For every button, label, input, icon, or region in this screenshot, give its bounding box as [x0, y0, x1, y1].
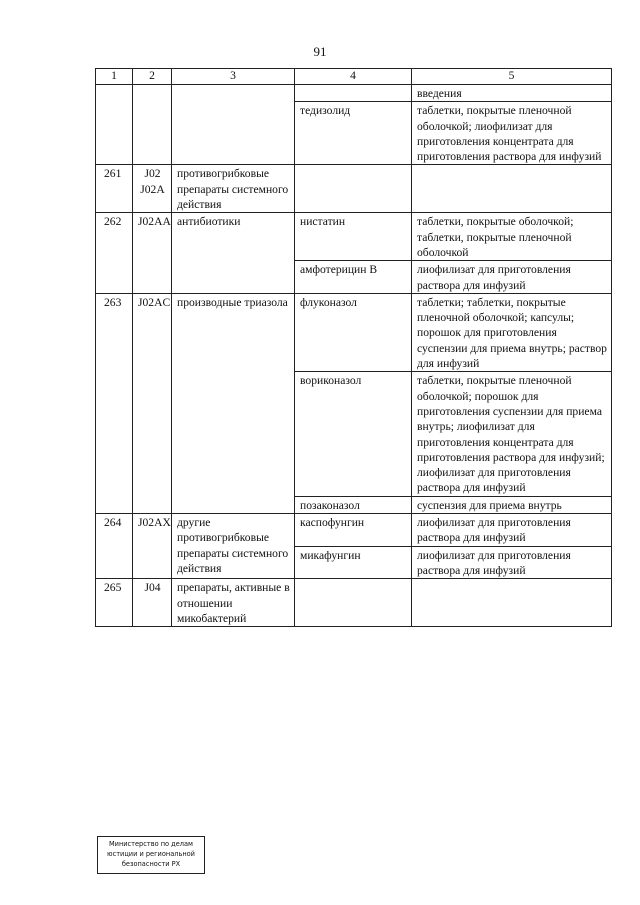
drug-name-cell: [295, 579, 412, 627]
dosage-form-cell: [412, 579, 612, 627]
drug-name-cell: флуконазол: [295, 293, 412, 371]
empty-cell: [96, 85, 133, 165]
atc-code: J04: [144, 581, 161, 595]
stamp-line: безопасности РХ: [121, 860, 181, 868]
stamp-line: юстиции и региональной: [107, 850, 195, 858]
atc-code-cell: [133, 165, 172, 213]
atc-code-cell: [133, 579, 172, 627]
drug-table: [95, 68, 612, 627]
drug-name-cell: вориконазол: [295, 372, 412, 496]
group-name-cell: производные триазола: [172, 293, 295, 513]
atc-code: J02AA: [138, 215, 171, 229]
ministry-stamp: [97, 836, 205, 874]
continuation-row: [96, 85, 612, 102]
dosage-form-cell: лиофилизат для приготовления раствора для инфузий: [412, 514, 612, 547]
header-cell: 5: [412, 69, 612, 85]
row-number-cell: 265: [96, 579, 133, 627]
group-name-cell: противогрибковые препараты системного действия: [172, 165, 295, 213]
group-name-cell: антибиотики: [172, 213, 295, 293]
drug-name-cell: тедизолид: [295, 102, 412, 165]
dosage-form-cell: таблетки, покрытые оболочкой; таблетки, покрытые пленочной оболочкой: [412, 213, 612, 261]
header-cell: 1: [96, 69, 133, 85]
atc-code: J02: [144, 167, 161, 181]
dosage-form-cell: лиофилизат для приготовления раствора для инфузий: [412, 546, 612, 579]
table-header-row: [96, 69, 612, 85]
table-row: [96, 579, 612, 627]
atc-code-cell: [133, 514, 172, 579]
atc-code-cell: [133, 213, 172, 293]
drug-name-cell: амфотерицин В: [295, 261, 412, 294]
row-number-cell: 263: [96, 293, 133, 513]
empty-cell: [133, 85, 172, 165]
row-number-cell: 261: [96, 165, 133, 213]
drug-name-cell: каспофунгин: [295, 514, 412, 547]
table-row: [96, 213, 612, 261]
table-row: [96, 165, 612, 213]
drug-name-cell: [295, 165, 412, 213]
row-number-cell: 264: [96, 514, 133, 579]
empty-cell: [172, 85, 295, 165]
table-row: [96, 293, 612, 371]
header-cell: 4: [295, 69, 412, 85]
drug-name-cell: нистатин: [295, 213, 412, 261]
dosage-form-cell: таблетки, покрытые пленочной оболочкой; порошок для приготовления суспензии для приема внутрь; лиофилизат для приготовления концентрата для приготовления раствора для инфузий; лиофилизат для приготовления раствора для инфузий: [412, 372, 612, 496]
dosage-form-cell: лиофилизат для приготовления раствора для инфузий: [412, 261, 612, 294]
table-row: [96, 514, 612, 547]
group-name-cell: другие противогрибковые препараты системного действия: [172, 514, 295, 579]
atc-code: J02AC: [138, 295, 171, 309]
dosage-form-cell: таблетки; таблетки, покрытые пленочной оболочкой; капсулы; порошок для приготовления суспензии для приема внутрь; раствор для инфузий: [412, 293, 612, 371]
atc-code-cell: [133, 293, 172, 513]
drug-name-cell: позаконазол: [295, 496, 412, 513]
page-number: 91: [313, 44, 327, 59]
drug-name-cell: микафунгин: [295, 546, 412, 579]
atc-code: J02A: [140, 182, 165, 196]
empty-cell: [295, 85, 412, 102]
atc-code: J02AX: [138, 516, 171, 530]
header-cell: 2: [133, 69, 172, 85]
row-number-cell: 262: [96, 213, 133, 293]
header-cell: 3: [172, 69, 295, 85]
dosage-form-cell: [412, 165, 612, 213]
stamp-line: Министерство по делам: [108, 840, 194, 848]
dosage-form-cell: суспензия для приема внутрь: [412, 496, 612, 513]
group-name-cell: препараты, активные в отношении микобактерий: [172, 579, 295, 627]
dosage-form-cell: таблетки, покрытые пленочной оболочкой; лиофилизат для приготовления концентрата для приготовления раствора для инфузий: [412, 102, 612, 165]
continuation-cell: введения: [412, 85, 612, 102]
